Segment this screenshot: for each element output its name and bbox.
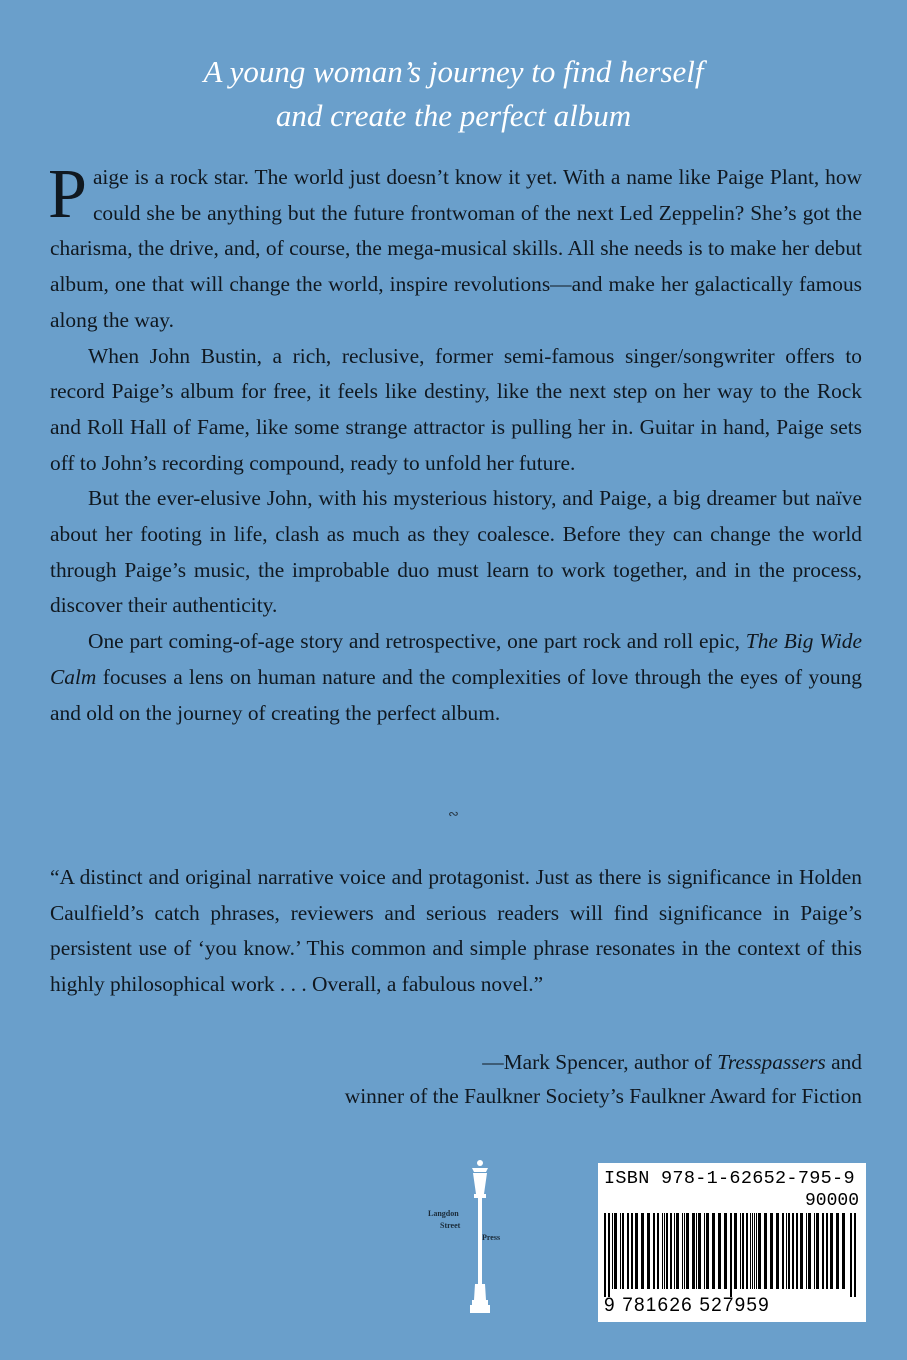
- barcode-bar: [746, 1213, 748, 1289]
- barcode-bar: [653, 1213, 655, 1289]
- ean-digits: 9 781626 527959: [604, 1295, 770, 1316]
- barcode-bar: [752, 1213, 753, 1289]
- barcode-bar: [742, 1213, 744, 1289]
- attribution-suffix: and: [831, 1050, 862, 1074]
- barcode-bar: [696, 1213, 697, 1289]
- isbn-barcode: [598, 1163, 866, 1322]
- logo-text-1: Langdon: [428, 1209, 459, 1218]
- attribution-line-1: [200, 1045, 862, 1079]
- review-quote-text: “A distinct and original narrative voice and protagonist. Just as there is significance in Holden Caulfield’s catch phrases, reviewers and serious readers will find significance in Paige’s persistent use of ‘you know.’ This common and simple phrase resonates in the context of this highly philosophical work . . . Overall, a fabulous novel.”: [50, 865, 862, 996]
- blurb-paragraph-4-start: One part coming-of-age story and retrospective, one part rock and roll epic,: [88, 629, 740, 654]
- barcode-bar: [674, 1213, 675, 1289]
- book-title: The Big Wide Calm: [50, 629, 862, 689]
- review-quote: [50, 860, 862, 1002]
- barcode-bar: [758, 1213, 761, 1289]
- price-code: 90000: [805, 1191, 860, 1211]
- barcode-bar: [635, 1213, 638, 1289]
- barcode-bar: [662, 1213, 663, 1289]
- blurb-paragraph-2: When John Bustin, a rich, reclusive, former semi-famous singer/songwriter offers to record Paige’s album for free, it feels like destiny, like the next step on her way to the Rock and Roll Hall of Fame, like some strange attractor is pulling her in. Guitar in hand, Paige sets off to John’s recording compound, ready to unfold her future.: [50, 343, 862, 475]
- barcode-bar: [670, 1213, 672, 1289]
- blurb-paragraph-4: [50, 624, 862, 731]
- barcode-bar: [836, 1213, 839, 1289]
- barcode-bar: [641, 1213, 644, 1289]
- barcode-bar: [706, 1213, 709, 1289]
- barcode-bar: [604, 1213, 606, 1297]
- barcode-bar: [830, 1213, 833, 1289]
- blurb-paragraph-1: [48, 156, 862, 339]
- blurb-paragraph-4-end: focuses a lens on human nature and the complexities of love through the eyes of young and old on the journey of creating the perfect album.: [50, 664, 862, 725]
- barcode-bar: [692, 1213, 695, 1289]
- barcode-bar: [647, 1213, 650, 1289]
- barcode-bar: [770, 1213, 773, 1289]
- logo-text-2: Street: [440, 1221, 461, 1230]
- barcode-bar: [800, 1213, 803, 1289]
- book-blurb: [48, 156, 862, 731]
- barcode-bar: [664, 1213, 665, 1289]
- barcode-bar: [686, 1213, 689, 1289]
- barcode-bar: [712, 1213, 715, 1289]
- drop-cap: P: [48, 156, 87, 233]
- barcode-bar: [740, 1213, 741, 1289]
- barcode-bar: [756, 1213, 757, 1289]
- barcode-bar: [792, 1213, 794, 1289]
- barcode-bar: [631, 1213, 633, 1289]
- barcode-bar: [782, 1213, 784, 1289]
- barcode-bar: [608, 1213, 610, 1297]
- barcode-bar: [750, 1213, 751, 1289]
- barcode-bar: [826, 1213, 828, 1289]
- barcode-bar: [854, 1213, 856, 1297]
- section-ornament: ∾: [448, 806, 459, 821]
- barcode-bar: [754, 1213, 755, 1289]
- tagline-line-1: A young woman’s journey to find herself: [203, 54, 704, 89]
- review-attribution: [200, 1045, 862, 1113]
- tagline: [0, 50, 907, 138]
- barcode-bar: [734, 1213, 737, 1289]
- attribution-prefix: —Mark Spencer, author of: [482, 1050, 712, 1074]
- isbn-label: ISBN 978-1-62652-795-9: [604, 1168, 855, 1189]
- barcode-bar: [786, 1213, 787, 1289]
- tagline-line-2: and create the perfect album: [275, 98, 632, 133]
- barcode-bar: [704, 1213, 705, 1289]
- blurb-paragraph-1-text: aige is a rock star. The world just doesn’t know it yet. With a name like Paige Plant, how could she be anything but the future frontwoman of the next Led Zeppelin? She’s got the charisma, the drive, and, of course, the mega-musical skills. All she needs is to make her debut album, one that will change the world, inspire revolutions—and make her galactically famous along the way.: [50, 165, 862, 332]
- barcode-bar: [814, 1213, 815, 1289]
- barcode-bar: [822, 1213, 824, 1289]
- publisher-logo: [420, 1160, 530, 1320]
- blurb-paragraph-3: But the ever-elusive John, with his mysterious history, and Paige, a big dreamer but naïve about her footing in life, clash as much as they coalesce. Before they can change the world through Paige’s music, the improbable duo must learn to work together, and in the process, discover their authenticity.: [50, 486, 862, 618]
- barcode-bar: [724, 1213, 727, 1289]
- barcode-bar: [842, 1213, 845, 1289]
- logo-text-3: Press: [482, 1233, 501, 1242]
- barcode-bar: [657, 1213, 659, 1289]
- barcode-bar: [850, 1213, 852, 1297]
- barcode-bar: [682, 1213, 683, 1289]
- barcode-bar: [776, 1213, 779, 1289]
- attribution-line-2: winner of the Faulkner Society’s Faulkner Award for Fiction: [344, 1084, 862, 1108]
- barcode-bar: [806, 1213, 807, 1289]
- barcode-bar: [718, 1213, 721, 1289]
- barcode-bar: [698, 1213, 701, 1289]
- lamppost-icon: [420, 1160, 530, 1320]
- barcode-bar: [796, 1213, 798, 1289]
- barcode-bar: [764, 1213, 767, 1289]
- barcode-bar: [816, 1213, 819, 1289]
- barcode-bar: [614, 1213, 617, 1289]
- barcode-bar: [627, 1213, 629, 1289]
- barcode-bar: [622, 1213, 624, 1289]
- barcode-bars: [604, 1213, 860, 1297]
- barcode-bar: [788, 1213, 790, 1289]
- barcode-bar: [676, 1213, 679, 1289]
- barcode-bar: [666, 1213, 668, 1289]
- barcode-bar: [808, 1213, 811, 1289]
- barcode-bar: [620, 1213, 621, 1289]
- barcode-bar: [730, 1213, 732, 1297]
- barcode-bar: [612, 1213, 613, 1289]
- barcode-bar: [684, 1213, 685, 1289]
- attribution-book-title: Tresspassers: [717, 1050, 826, 1074]
